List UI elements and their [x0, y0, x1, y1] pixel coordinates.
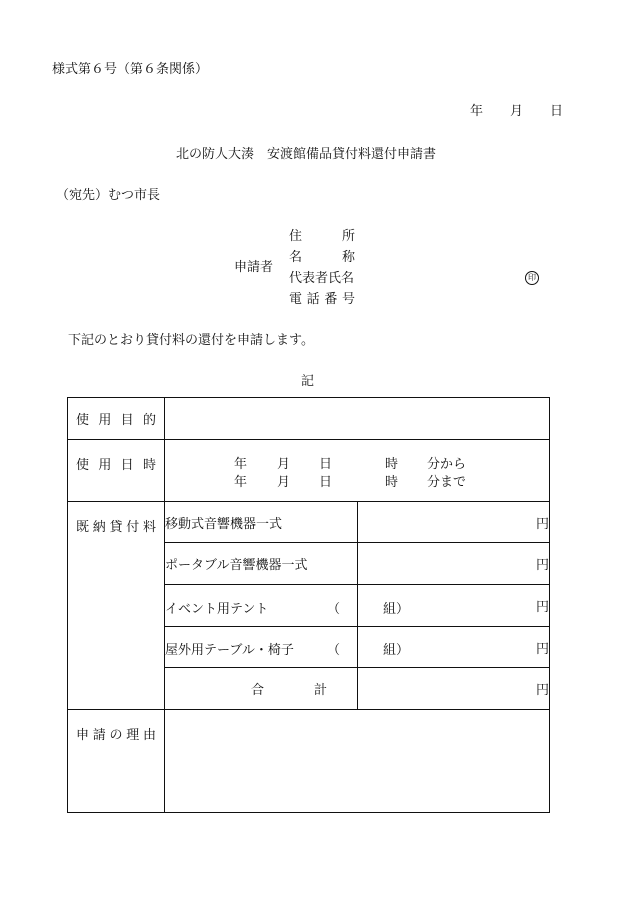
date-year: 年: [470, 104, 484, 119]
fee-item-3-paren: （: [327, 601, 341, 617]
datetime-label: 使 用 日 時: [76, 458, 156, 473]
applicant-label: 申請者: [234, 260, 274, 275]
fee-row-1: [68, 502, 550, 543]
datetime-label-cell: [68, 440, 165, 502]
purpose-row: [68, 398, 550, 440]
to-day: 日: [319, 475, 333, 490]
fee-label: 既 納 貸 付 料: [76, 520, 156, 535]
fee-item-3: イベント用テント: [165, 601, 269, 617]
application-table: [67, 397, 550, 813]
to-hour: 時: [385, 475, 399, 490]
total-label-cell: [165, 668, 358, 710]
fee-item-4-unit: 組）: [383, 643, 410, 658]
fee-item-1-yen[interactable]: 円: [357, 502, 550, 543]
phone-label: 電 話 番 号: [289, 292, 355, 307]
intro-text: 下記のとおり貸付料の還付を申請します。: [68, 333, 314, 348]
date-day: 日: [550, 104, 564, 119]
reason-row: [68, 710, 550, 813]
total-label: 合 計: [251, 683, 327, 698]
to-month: 月: [277, 475, 291, 490]
reason-input-cell[interactable]: [165, 710, 550, 813]
purpose-label-cell: [68, 398, 165, 440]
to-year: 年: [234, 475, 248, 490]
from-suffix: 分から: [427, 457, 467, 472]
seal-mark: 印: [525, 271, 539, 285]
fee-item-1: 移動式音響機器一式: [165, 502, 358, 543]
from-day: 日: [319, 457, 333, 472]
fee-item-3-unit: 組）: [383, 601, 410, 617]
from-month: 月: [277, 457, 291, 472]
datetime-from: [165, 452, 549, 470]
fee-item-4-paren: （: [327, 643, 341, 658]
fee-item-4-cell: [165, 627, 410, 668]
from-hour: 時: [385, 457, 399, 472]
purpose-label: 使 用 目 的: [76, 413, 156, 428]
name-label: 名 称: [289, 250, 355, 265]
addressee: （宛先）むつ市長: [56, 188, 161, 203]
fee-item-2-yen[interactable]: 円: [357, 543, 550, 585]
fee-item-2: ポータブル音響機器一式: [165, 543, 358, 585]
address-label: 住 所: [289, 229, 355, 244]
fee-item-3-yen[interactable]: 円: [357, 585, 550, 627]
datetime-row: [68, 440, 550, 502]
fee-item-4: 屋外用テーブル・椅子: [165, 643, 294, 658]
from-year: 年: [234, 457, 248, 472]
ki-heading: 記: [301, 374, 315, 389]
fee-item-4-yen[interactable]: 円: [357, 627, 550, 668]
to-suffix: 分まで: [427, 475, 467, 490]
total-yen[interactable]: 円: [357, 668, 550, 710]
datetime-to: [165, 470, 549, 488]
document-title: 北の防人大湊 安渡館備品貸付料還付申請書: [176, 147, 437, 162]
fee-item-3-cell: [165, 585, 410, 627]
reason-label-cell: [68, 710, 165, 813]
datetime-input-cell[interactable]: [165, 440, 550, 502]
reason-label: 申 請 の 理 由: [76, 728, 156, 743]
purpose-input-cell[interactable]: [165, 398, 550, 440]
fee-label-cell: [68, 502, 165, 710]
form-number: 様式第６号（第６条関係）: [52, 62, 209, 77]
representative-label: 代表者氏名: [289, 271, 355, 286]
date-month: 月: [510, 104, 524, 119]
